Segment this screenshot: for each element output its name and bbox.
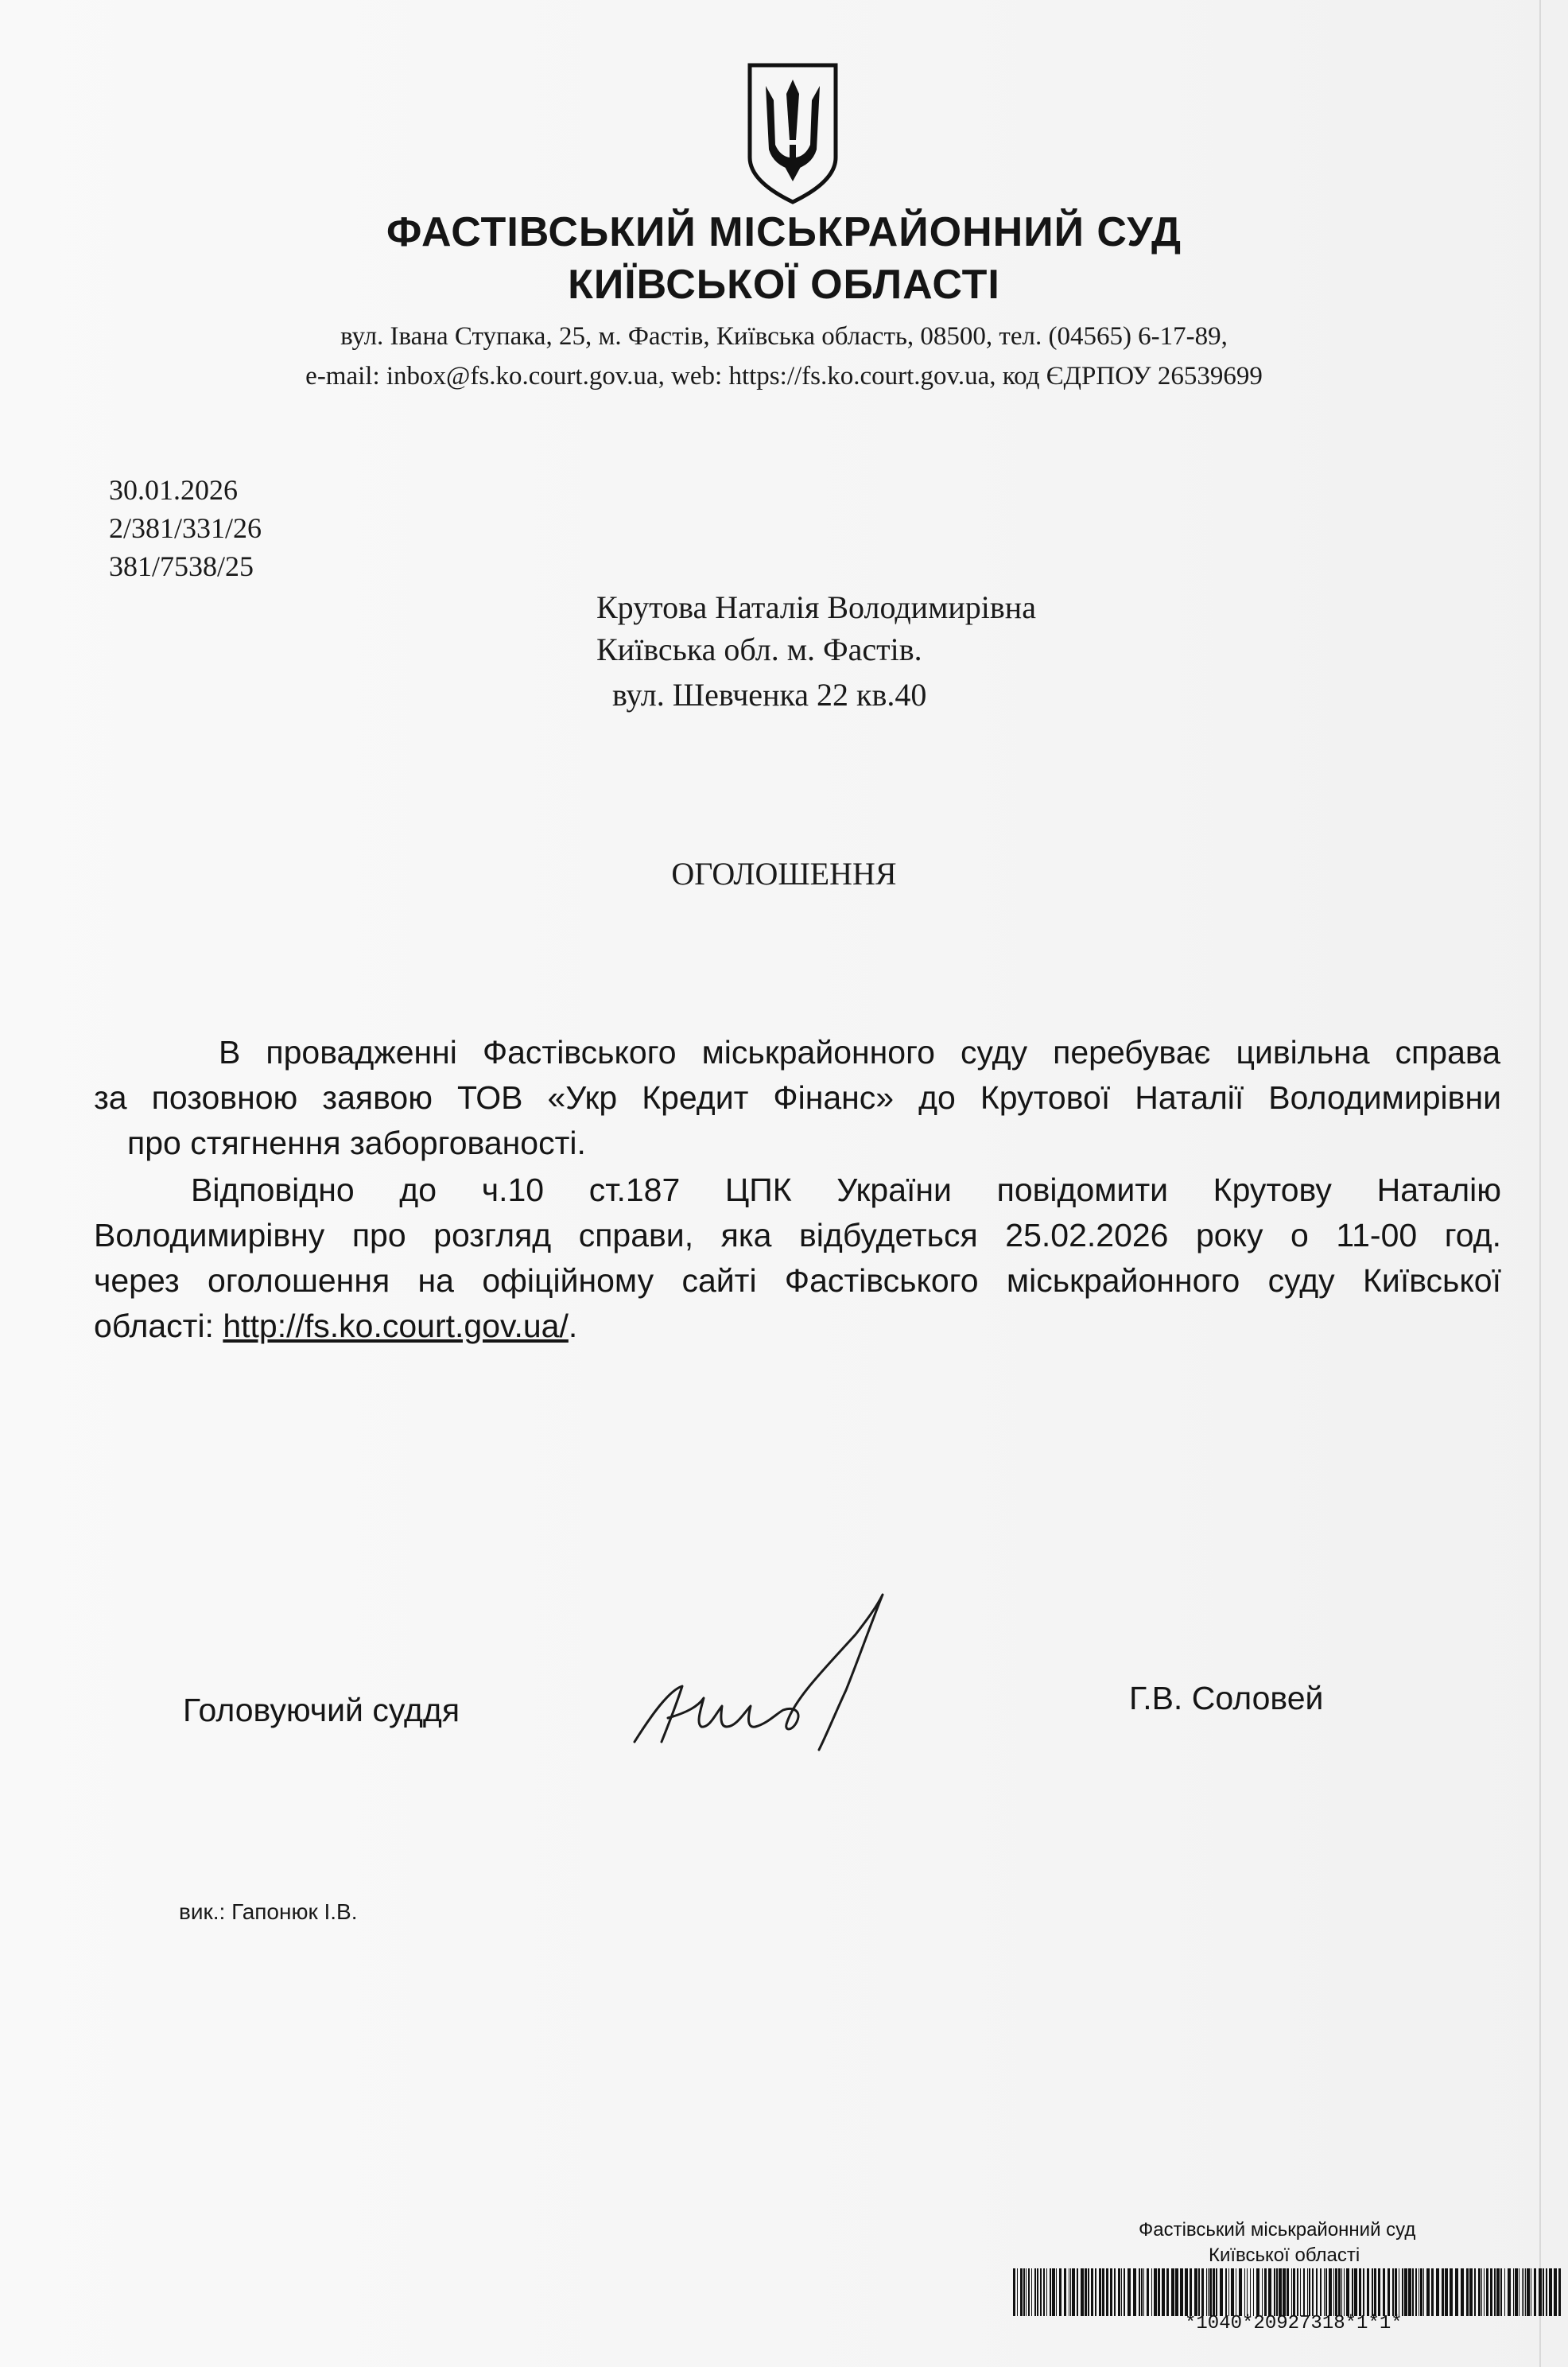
barcode-bar: [1481, 2268, 1482, 2316]
barcode-bar: [1287, 2268, 1289, 2316]
barcode-bar: [1546, 2268, 1547, 2316]
barcode-bar: [1208, 2268, 1209, 2316]
barcode-bar: [1088, 2268, 1089, 2316]
barcode-bar: [1239, 2268, 1242, 2316]
barcode-bar: [1162, 2268, 1165, 2316]
barcode-bar: [1309, 2268, 1310, 2316]
barcode-bar: [1494, 2268, 1496, 2316]
barcode-bar: [1515, 2268, 1518, 2316]
barcode-bar: [1180, 2268, 1183, 2316]
barcode-bar: [1256, 2268, 1259, 2316]
barcode-bar: [1466, 2268, 1469, 2316]
barcode-bar: [1522, 2268, 1523, 2316]
barcode-bar: [1059, 2268, 1062, 2316]
recipient-name: Крутова Наталія Володимирівна: [596, 589, 1036, 625]
barcode-bar: [1046, 2268, 1047, 2316]
barcode-bar: [1141, 2268, 1143, 2316]
barcode-bar: [1283, 2268, 1286, 2316]
barcode-bar: [1412, 2268, 1414, 2316]
barcode-bar: [1110, 2268, 1112, 2316]
barcode-bar: [1091, 2268, 1093, 2316]
barcode-bar: [1070, 2268, 1071, 2316]
barcode-bar: [1539, 2268, 1542, 2316]
barcode-bar: [1372, 2268, 1373, 2316]
barcode-bar: [1402, 2268, 1403, 2316]
body-paragraph2-line1: Відповідно до ч.10 ст.187 ЦПК України повідомити Крутову Наталію: [191, 1172, 1501, 1208]
barcode-bar: [1102, 2268, 1104, 2316]
barcode-bar: [1478, 2268, 1481, 2316]
barcode-bar: [1023, 2268, 1025, 2316]
barcode-bar: [1423, 2268, 1424, 2316]
barcode-bar: [1426, 2268, 1430, 2316]
barcode-bar: [1166, 2268, 1169, 2316]
barcode-bar: [1213, 2268, 1215, 2316]
barcode-bar: [1209, 2268, 1212, 2316]
barcode-bar: [1081, 2268, 1084, 2316]
barcode-bar: [1064, 2268, 1066, 2316]
barcode-bar: [1329, 2268, 1332, 2316]
barcode-bar: [1231, 2268, 1234, 2316]
barcode-bar: [1013, 2268, 1015, 2316]
barcode-bar: [1043, 2268, 1045, 2316]
barcode-bar: [1052, 2268, 1055, 2316]
barcode-bar: [1525, 2268, 1526, 2316]
handwritten-signature: [620, 1579, 938, 1786]
barcode-bar: [1367, 2268, 1369, 2316]
barcode-bar: [1404, 2268, 1407, 2316]
barcode-bar: [1158, 2268, 1160, 2316]
page-edge: [1539, 0, 1541, 2367]
barcode-bar: [1338, 2268, 1341, 2316]
barcode-bar: [1206, 2268, 1207, 2316]
barcode-bar: [1484, 2268, 1485, 2316]
court-name-line2: КИЇВСЬКОЇ ОБЛАСТІ: [568, 262, 1000, 308]
barcode-bar: [1354, 2268, 1357, 2316]
body-paragraph2-line2: Володимирівну про розгляд справи, яка відбудеться 25.02.2026 року о 11-00 год.: [94, 1217, 1501, 1253]
body-line4-suffix: .: [568, 1308, 578, 1344]
court-contacts: e-mail: inbox@fs.ko.court.gov.ua, web: https://fs.ko.court.gov.ua, код ЄДРПОУ 26539699: [305, 362, 1263, 391]
document-title: ОГОЛОШЕННЯ: [671, 856, 897, 892]
judge-name: Г.В. Соловей: [1129, 1680, 1324, 1716]
barcode-bar: [1291, 2268, 1292, 2316]
barcode-bar: [1198, 2268, 1200, 2316]
barcode-bar: [1431, 2268, 1434, 2316]
barcode-bar: [1388, 2268, 1390, 2316]
barcode-bar: [1554, 2268, 1557, 2316]
barcode-bar: [1344, 2268, 1345, 2316]
body-paragraph1-line1: В провадженні Фастівського міськрайонного суду перебуває цивільна справа: [219, 1034, 1500, 1071]
barcode-bar: [1171, 2268, 1174, 2316]
barcode-bar: [1154, 2268, 1157, 2316]
court-name-line1: ФАСТІВСЬКИЙ МІСЬКРАЙОННИЙ СУД: [386, 209, 1182, 255]
barcode-bar: [1534, 2268, 1536, 2316]
barcode-bar: [1085, 2268, 1087, 2316]
barcode-bar: [1496, 2268, 1500, 2316]
barcode-bar: [1139, 2268, 1140, 2316]
barcode-bar: [1333, 2268, 1334, 2316]
barcode-bar: [1228, 2268, 1229, 2316]
barcode-bar: [1118, 2268, 1120, 2316]
barcode: [1013, 2268, 1562, 2316]
barcode-bar: [1247, 2268, 1248, 2316]
barcode-bar: [1303, 2268, 1305, 2316]
barcode-bar: [1436, 2268, 1439, 2316]
barcode-bar: [1264, 2268, 1267, 2316]
tryzub-coat-of-arms-icon: [745, 62, 840, 205]
barcode-bar: [1017, 2268, 1018, 2316]
barcode-bar: [1415, 2268, 1417, 2316]
barcode-bar: [1274, 2268, 1275, 2316]
barcode-bar: [1244, 2268, 1245, 2316]
barcode-bar: [1253, 2268, 1254, 2316]
barcode-bar: [1490, 2268, 1492, 2316]
body-paragraph2-line3: через оголошення на офіційному сайті Фастівського міськрайонного суду Київської: [94, 1262, 1501, 1299]
barcode-bar: [1276, 2268, 1278, 2316]
barcode-bar: [1031, 2268, 1032, 2316]
barcode-bar: [1320, 2268, 1322, 2316]
barcode-bar: [1486, 2268, 1488, 2316]
barcode-bar: [1077, 2268, 1078, 2316]
barcode-bar: [1216, 2268, 1217, 2316]
barcode-bar: [1056, 2268, 1057, 2316]
case-number: 381/7538/25: [109, 550, 254, 582]
barcode-bar: [1461, 2268, 1464, 2316]
barcode-bar: [1359, 2268, 1361, 2316]
barcode-bar: [1297, 2268, 1298, 2316]
barcode-bar: [1469, 2268, 1473, 2316]
barcode-bar: [1262, 2268, 1263, 2316]
barcode-bar: [1374, 2268, 1376, 2316]
stamp-region: Київської області: [1209, 2245, 1360, 2266]
barcode-bar: [1279, 2268, 1282, 2316]
barcode-bar: [1335, 2268, 1337, 2316]
barcode-bar: [1445, 2268, 1448, 2316]
barcode-bar: [1028, 2268, 1030, 2316]
barcode-bar: [1352, 2268, 1353, 2316]
barcode-number: *1040*20927318*1*1*: [1185, 2313, 1403, 2334]
barcode-bar: [1543, 2268, 1544, 2316]
barcode-bar: [1346, 2268, 1349, 2316]
body-paragraph2-line4: [94, 1308, 577, 1345]
barcode-bar: [1147, 2268, 1149, 2316]
court-address: вул. Івана Ступака, 25, м. Фастів, Київська область, 08500, тел. (04565) 6-17-89,: [340, 322, 1228, 351]
barcode-bar: [1378, 2268, 1380, 2316]
barcode-bar: [1420, 2268, 1422, 2316]
barcode-bar: [1312, 2268, 1314, 2316]
barcode-bar: [1363, 2268, 1364, 2316]
court-website-link[interactable]: http://fs.ko.court.gov.ua/: [223, 1308, 569, 1344]
recipient-street: вул. Шевченка 22 кв.40: [612, 677, 927, 713]
barcode-bar: [1040, 2268, 1042, 2316]
barcode-bar: [1549, 2268, 1552, 2316]
barcode-bar: [1268, 2268, 1271, 2316]
barcode-bar: [1127, 2268, 1131, 2316]
barcode-bar: [1395, 2268, 1397, 2316]
barcode-bar: [1020, 2268, 1023, 2316]
barcode-bar: [1072, 2268, 1075, 2316]
barcode-bar: [1034, 2268, 1036, 2316]
barcode-bar: [1293, 2268, 1295, 2316]
barcode-bar: [1325, 2268, 1327, 2316]
barcode-bar: [1513, 2268, 1514, 2316]
barcode-bar: [1124, 2268, 1125, 2316]
barcode-bar: [1037, 2268, 1038, 2316]
body-paragraph1-line3: про стягнення заборгованості.: [127, 1125, 586, 1161]
barcode-bar: [1151, 2268, 1152, 2316]
barcode-bar: [1527, 2268, 1530, 2316]
barcode-bar: [1474, 2268, 1476, 2316]
body-line4-prefix: області:: [94, 1308, 223, 1344]
barcode-bar: [1190, 2268, 1192, 2316]
barcode-bar: [1220, 2268, 1223, 2316]
barcode-bar: [1455, 2268, 1458, 2316]
barcode-bar: [1316, 2268, 1318, 2316]
barcode-bar: [1026, 2268, 1027, 2316]
document-date: 30.01.2026: [109, 474, 238, 506]
body-paragraph1-line2: за позовною заявою ТОВ «Укр Кредит Фінанс» до Крутової Наталії Володимирівни: [94, 1079, 1501, 1116]
barcode-bar: [1442, 2268, 1444, 2316]
barcode-bar: [1201, 2268, 1204, 2316]
barcode-bar: [1114, 2268, 1116, 2316]
barcode-bar: [1508, 2268, 1511, 2316]
barcode-bar: [1250, 2268, 1251, 2316]
barcode-bar: [1408, 2268, 1411, 2316]
barcode-bar: [1300, 2268, 1301, 2316]
barcode-bar: [1341, 2268, 1342, 2316]
barcode-bar: [1307, 2268, 1308, 2316]
barcode-bar: [1095, 2268, 1096, 2316]
barcode-bar: [1106, 2268, 1108, 2316]
barcode-bar: [1558, 2268, 1561, 2316]
barcode-bar: [1383, 2268, 1385, 2316]
barcode-bar: [1324, 2268, 1325, 2316]
barcode-bar: [1175, 2268, 1178, 2316]
barcode-bar: [1500, 2268, 1502, 2316]
judge-position: Головуючий суддя: [183, 1692, 460, 1728]
barcode-bar: [1194, 2268, 1197, 2316]
barcode-bar: [1099, 2268, 1101, 2316]
barcode-bar: [1121, 2268, 1122, 2316]
recipient-city: Київська обл. м. Фастів.: [596, 632, 922, 667]
barcode-bar: [1185, 2268, 1188, 2316]
executor: вик.: Гапонюк І.В.: [179, 1899, 358, 1924]
barcode-bar: [1504, 2268, 1505, 2316]
outgoing-number: 2/381/331/26: [109, 512, 262, 544]
barcode-bar: [1143, 2268, 1144, 2316]
barcode-bar: [1225, 2268, 1227, 2316]
barcode-bar: [1050, 2268, 1051, 2316]
barcode-bar: [1392, 2268, 1394, 2316]
stamp-court-name: Фастівський міськрайонний суд: [1139, 2219, 1416, 2241]
barcode-bar: [1133, 2268, 1136, 2316]
barcode-bar: [1450, 2268, 1453, 2316]
barcode-bar: [1523, 2268, 1524, 2316]
